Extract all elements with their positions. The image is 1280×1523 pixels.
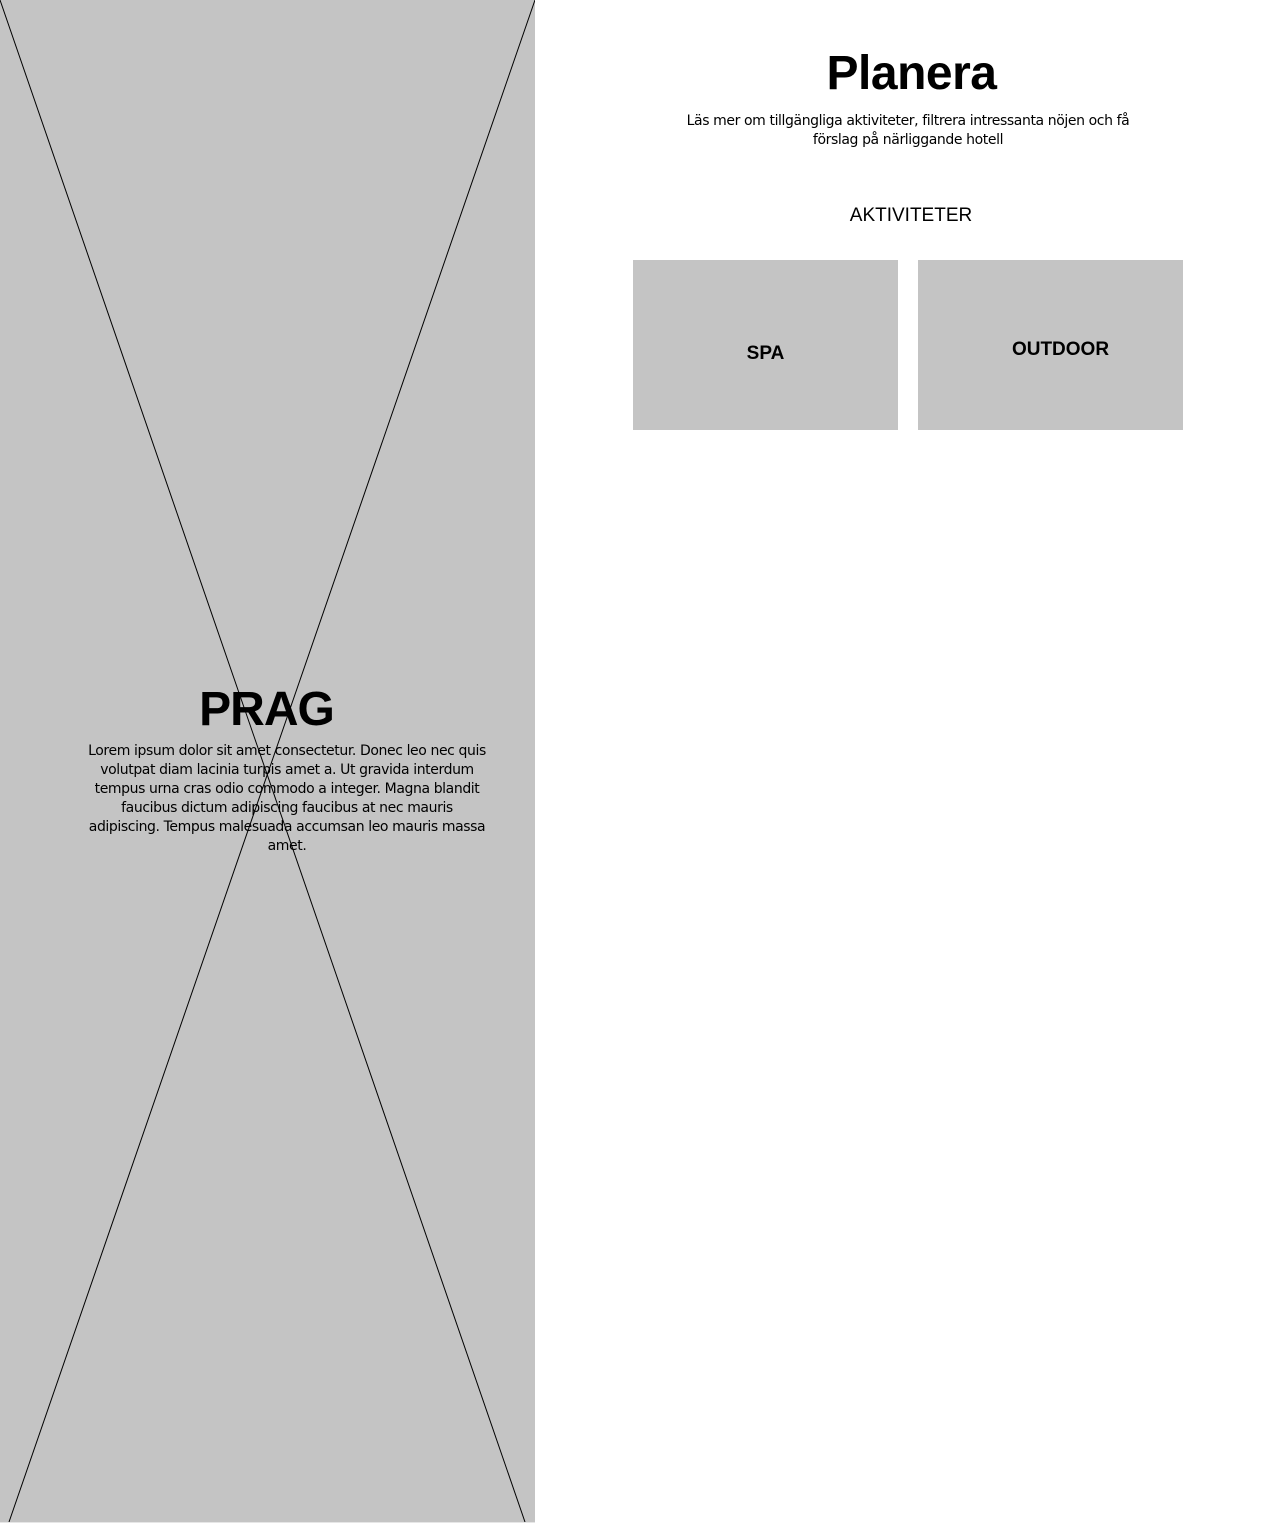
hero-image-placeholder [0,0,535,1523]
hero-title: PRAG [199,683,334,736]
activity-card-outdoor[interactable] [918,260,1183,430]
page-title: Planera [826,47,997,100]
activities-heading: AKTIVITETER [849,205,973,226]
activity-card-label: SPA [746,343,785,364]
activity-card-label: OUTDOOR [1011,339,1110,360]
activity-card-spa[interactable] [633,260,898,430]
hero-description: Lorem ipsum dolor sit amet consectetur. Donec leo nec quis volutpat diam lacinia turpis amet a. Ut gravida interdum tempus urna cras odio commodo a integer. Magna blandit faucibus dictum adipiscing faucibus at nec mauris adipiscing. Tempus malesuada accumsan leo mauris massa amet. [88,743,486,854]
page-subtitle: Läs mer om tillgängliga aktiviteter, filtrera intressanta nöjen och få förslag på närliggande hotell [686,113,1130,148]
